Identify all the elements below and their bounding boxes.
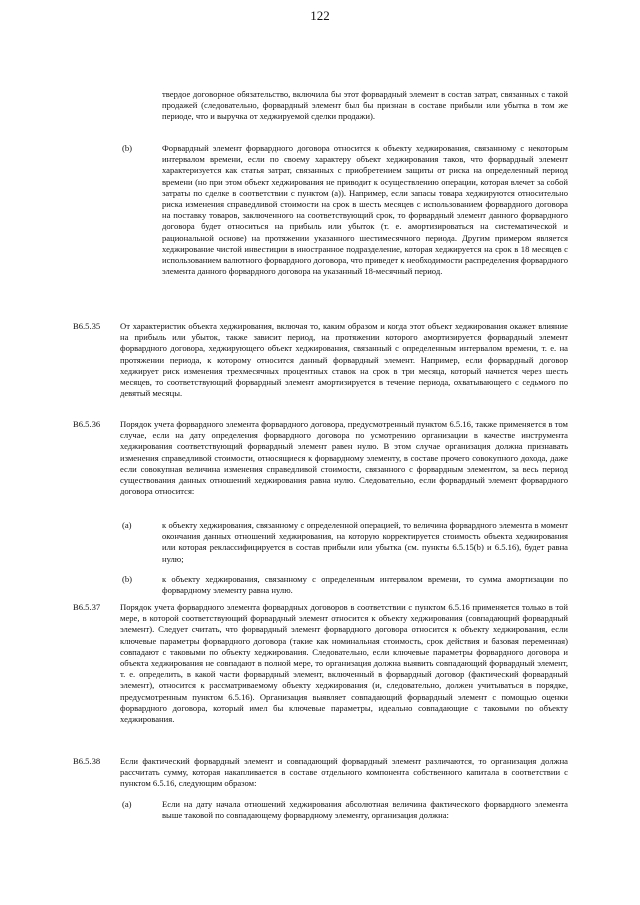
b6536-b-text: к объекту хеджирования, связанному с определенным интервалом времени, то сумма амортизации по форвардному элементу равна нулю.: [162, 574, 568, 596]
section-id-b6537: B6.5.37: [73, 602, 101, 612]
intro-paragraph: твердое договорное обязательство, включила бы этот форвардный элемент в состав затрат, связанных с такой продажей (следовательно, форвардный элемент был бы признан в составе прибыли или убытка в том же периоде, что и выручка от хеджируемой сделки продажи).: [162, 89, 568, 122]
b6536-b-label: (b): [122, 574, 133, 584]
b6536-a-text: к объекту хеджирования, связанному с определенной операцией, то величина форвардного элемента в момент окончания данных отношений хеджирования, на которую корректируется стоимость объекта хеджирования или которая реклассифицируется в состав прибыли или убытка (см. пункты 6.5.15(b) и 6.5.16), будет равна нулю;: [162, 520, 568, 564]
section-id-b6536: B6.5.36: [73, 419, 101, 429]
section-id-b6538: B6.5.38: [73, 756, 101, 766]
section-text-b6538: Если фактический форвардный элемент и совпадающий форвардный элемент различаются, то организация должна рассчитать сумму, которая накапливается в составе отдельного компонента собственного капитала в соответствии с пунктом 6.5.16, следующим образом:: [120, 756, 568, 789]
b6538-a-text: Если на дату начала отношений хеджирования абсолютная величина фактического форвардного элемента выше таковой по совпадающему форвардному элементу, организация должна:: [162, 799, 568, 821]
b6536-a-label: (a): [122, 520, 132, 530]
section-text-b6536: Порядок учета форвардного элемента форвардного договора, предусмотренный пунктом 6.5.16, также применяется в том случае, если на дату определения форвардного договора по усмотрению организации в качестве инструмента хеджирования соответствующий форвардный элемент равен нулю. В этом случае организация должна признавать изменения справедливой стоимости, относящиеся к форвардному элементу, в составе прочего совокупного дохода, даже если совокупная величина изменения справедливой стоимости, связанного с форвардным элементом, за весь период существования данных отношений хеджирования равна нулю. Следовательно, если форвардный элемент форвардного договора относится:: [120, 419, 568, 497]
item-b-text: Форвардный элемент форвардного договора относится к объекту хеджирования, связанному с некоторым интервалом времени, если по своему характеру объект хеджирования таков, что форвардный элемент характеризуется как статья затрат, связанных с приобретением защиты от риска на определенный период времени (но при этом объект хеджирования не приводит к осуществлению операции, которая влечет за собой затраты по сделке в соответствии с пунктом (a)). Например, если запасы товара хеджируются относительно риска изменения справедливой стоимости на срок в шесть месяцев с использованием форвардного договора на поставку товаров, заключенного на соответствующий срок, то форвардный элемент данного форвардного договора будет относиться на прибыль или убыток (т. е. амортизироваться на систематической и рациональной основе) на протяжении указанного шестимесячного периода. Другим примером является хеджирование чистой инвестиции в иностранное подразделение, которая хеджируется на срок в 18 месяцев с использованием валютного форвардного договора, что приведет к необходимости распределения форвардного элемента данного форвардного договора на указанный 18-месячный период.: [162, 143, 568, 277]
page-number: 122: [310, 8, 330, 23]
section-text-b6537: Порядок учета форвардного элемента форвардных договоров в соответствии с пунктом 6.5.16 применяется только в той мере, в которой соответствующий форвардный элемент относится к объекту хеджирования (совпадающий форвардный элемент). Следует считать, что форвардный элемент форвардного договора относится к объекту хеджирования, если ключевые параметры форвардного договора (такие как номинальная стоимость, срок действия и базовая переменная) совпадают с таковыми по объекту хеджирования. Следовательно, если ключевые параметры форвардного договора и объекта хеджирования не совпадают в полной мере, то организация должна выявить совпадающий форвардный элемент, т. е. определить, в какой части форвардный элемент, включенный в форвардный договор (фактический форвардный элемент), относится к рассматриваемому объекту хеджирования (и, следовательно, должен учитываться в порядке, предусмотренным пунктом 6.5.16). Организация выявляет совпадающий форвардный элемент с помощью оценки форвардного договора, который имел бы ключевые параметры, идеально совпадающие с таковыми по объекту хеджирования.: [120, 602, 568, 725]
b6538-a-label: (a): [122, 799, 132, 809]
section-id-b6535: B6.5.35: [73, 321, 101, 331]
item-b-label: (b): [122, 143, 133, 153]
section-text-b6535: От характеристик объекта хеджирования, включая то, каким образом и когда этот объект хеджирования окажет влияние на прибыль или убыток, также зависит период, на протяжении которого амортизируется форвардный элемент форвардного договора, хеджирующего объект хеджирования, связанный с определенным интервалом времени, т. е. на протяжении периода, к которому относится данный форвардный элемент. Например, если форвардный договор хеджирует риск изменения трехмесячных процентных ставок на срок в три месяца, который начнется через шесть месяцев, то соответствующий форвардный элемент амортизируется в течение периода, охватывающего с седьмого по девятый месяцы.: [120, 321, 568, 399]
